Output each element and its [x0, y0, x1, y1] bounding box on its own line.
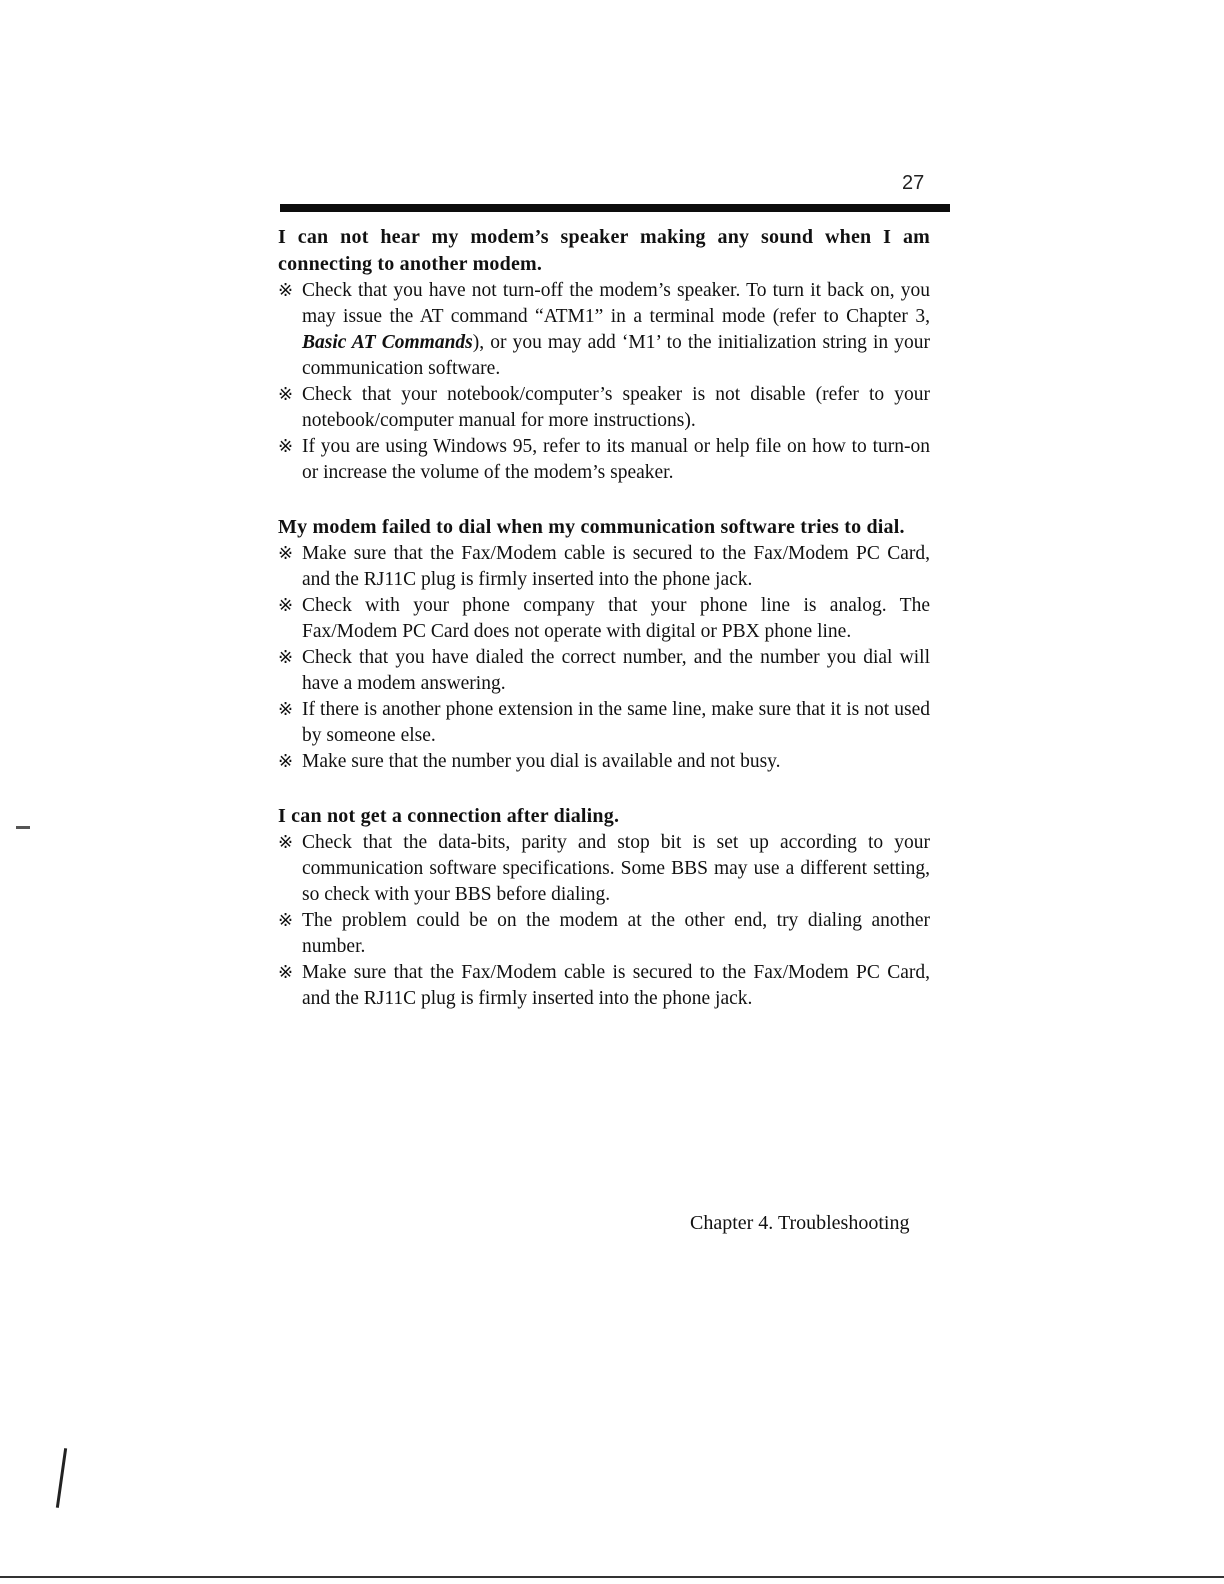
list-item — [278, 382, 930, 434]
item-text: Check that you have dialed the correct number, and the number you dial will have a modem answering. — [302, 647, 930, 694]
section-no-speaker-sound — [278, 224, 930, 486]
reference-mark-icon: ※ — [278, 699, 294, 720]
list-item — [278, 697, 930, 749]
list-item — [278, 830, 930, 908]
reference-mark-icon: ※ — [278, 751, 294, 772]
reference-mark-icon: ※ — [278, 647, 294, 668]
reference-mark-icon: ※ — [278, 436, 294, 457]
list-item — [278, 434, 930, 486]
item-text: The problem could be on the modem at the other end, try dialing another number. — [302, 910, 930, 957]
item-text: Check that your notebook/computer’s speaker is not disable (refer to your notebook/computer manual for more instructions). — [302, 384, 930, 431]
list-item — [278, 908, 930, 960]
reference-mark-icon: ※ — [278, 832, 294, 853]
section-failed-to-dial — [278, 514, 930, 775]
scan-mark — [56, 1448, 67, 1508]
section-no-connection — [278, 803, 930, 1012]
list-item — [278, 749, 930, 775]
chapter-footer: Chapter 4. Troubleshooting — [690, 1212, 910, 1234]
item-text: If you are using Windows 95, refer to its manual or help file on how to turn-on or increase the volume of the modem’s speaker. — [302, 436, 930, 483]
list-item — [278, 278, 930, 382]
item-text: Check that you have not turn-off the modem’s speaker. To turn it back on, you may issue the AT command “ATM1” in a terminal mode (refer to Chapter 3, — [302, 280, 930, 327]
chapter-reference: Basic AT Commands — [302, 332, 473, 353]
troubleshooting-list — [278, 278, 930, 486]
reference-mark-icon: ※ — [278, 280, 294, 301]
troubleshooting-list — [278, 541, 930, 775]
reference-mark-icon: ※ — [278, 910, 294, 931]
list-item — [278, 960, 930, 1012]
troubleshooting-list — [278, 830, 930, 1012]
reference-mark-icon: ※ — [278, 595, 294, 616]
item-text: Check with your phone company that your phone line is analog. The Fax/Modem PC Card does not operate with digital or PBX phone line. — [302, 595, 930, 642]
item-text: If there is another phone extension in the same line, make sure that it is not used by someone else. — [302, 699, 930, 746]
item-text: Make sure that the Fax/Modem cable is secured to the Fax/Modem PC Card, and the RJ11C plug is firmly inserted into the phone jack. — [302, 543, 930, 590]
list-item — [278, 645, 930, 697]
list-item — [278, 593, 930, 645]
header-rule — [280, 204, 950, 212]
item-text: ), or you may add ‘M1’ to the initialization string in your communication software. — [302, 332, 930, 379]
section-title: I can not get a connection after dialing. — [278, 805, 620, 827]
section-title: My modem failed to dial when my communication software tries to dial. — [278, 516, 905, 538]
item-text: Make sure that the number you dial is available and not busy. — [302, 751, 781, 772]
reference-mark-icon: ※ — [278, 384, 294, 405]
scan-edge-line — [0, 1576, 1224, 1578]
reference-mark-icon: ※ — [278, 543, 294, 564]
scan-mark — [16, 826, 30, 829]
page-number: 27 — [902, 172, 925, 194]
section-title: I can not hear my modem’s speaker making any sound when I am connecting to another modem. — [278, 226, 930, 275]
item-text: Make sure that the Fax/Modem cable is secured to the Fax/Modem PC Card, and the RJ11C plug is firmly inserted into the phone jack. — [302, 962, 930, 1009]
item-text: Check that the data-bits, parity and stop bit is set up according to your communication software specifications. Some BBS may use a different setting, so check with your BBS before dialing. — [302, 832, 930, 905]
list-item — [278, 541, 930, 593]
reference-mark-icon: ※ — [278, 962, 294, 983]
document-body — [278, 224, 930, 1040]
